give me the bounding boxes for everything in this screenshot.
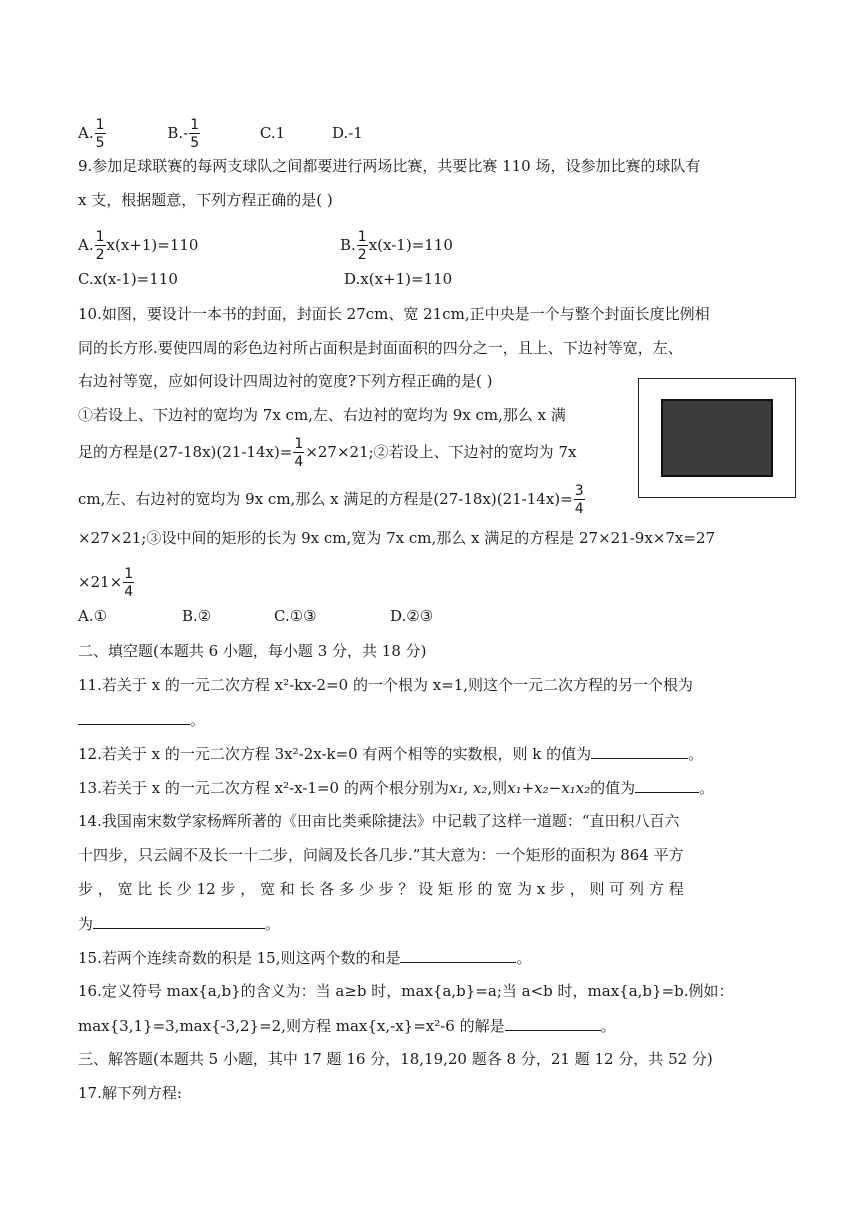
fraction: $\frac{1}{2}$ bbox=[357, 229, 367, 263]
section-2-title: 二、填空题(本题共 6 小题，每小题 3 分，共 18 分) bbox=[78, 642, 427, 660]
q14-line-1: 14.我国南宋数学家杨辉所著的《田亩比类乘除捷法》中记载了这样一道题：“直田积八百六 bbox=[78, 812, 680, 830]
q8-option-c: C.1 bbox=[259, 124, 286, 142]
q9-option-b: B. $\frac{1}{2}$ x(x-1)=110 bbox=[340, 229, 453, 263]
fraction: $\frac{1}{4}$ bbox=[294, 436, 304, 470]
q9-option-d: D.x(x+1)=110 bbox=[344, 270, 453, 288]
q9-options-cd bbox=[78, 268, 453, 290]
q11-line-2: 。 bbox=[78, 708, 205, 731]
q10-line-6: cm,左、右边衬的宽均为 9x cm,那么 x 满足的方程是(27-18x)(21-14x)= $\frac{3}{4}$ bbox=[78, 483, 584, 517]
q16-line-1: 16.定义符号 max{a,b}的含义为：当 a≥b 时，max{a,b}=a;当 a<b 时，max{a,b}=b.例如： bbox=[78, 982, 734, 1000]
q10-line-3: 右边衬等宽，应如何设计四周边衬的宽度?下列方程正确的是( ) bbox=[78, 372, 493, 390]
q12-line: 12.若关于 x 的一元二次方程 3x²-2x-k=0 有两个相等的实数根，则 k 的值为 。 bbox=[78, 742, 703, 765]
fraction: $\frac{1}{5}$ bbox=[95, 117, 105, 151]
answer-blank[interactable] bbox=[93, 912, 265, 929]
q10-option-d: D.②③ bbox=[390, 607, 434, 625]
q10-line-5: 足的方程是(27-18x)(21-14x)= $\frac{1}{4}$ ×27×21;②若设上、下边衬的宽均为 7x bbox=[78, 436, 577, 470]
q10-options bbox=[78, 605, 434, 627]
q11-line-1: 11.若关于 x 的一元二次方程 x²-kx-2=0 的一个根为 x=1,则这个一元二次方程的另一个根为 bbox=[78, 676, 694, 694]
answer-blank[interactable] bbox=[505, 1014, 601, 1031]
answer-blank[interactable] bbox=[635, 776, 699, 793]
q14-line-3: 步 ， 宽 比 长 少 12 步 ， 宽 和 长 各 多 少 步 ？ 设 矩 形 的 宽 为 x 步 ， 则 可 列 方 程 bbox=[78, 880, 684, 898]
fraction: $\frac{1}{4}$ bbox=[124, 566, 134, 600]
q8-option-d: D.-1 bbox=[331, 124, 363, 142]
q10-line-8: ×21× $\frac{1}{4}$ bbox=[78, 566, 134, 600]
q9-options-ab bbox=[78, 229, 453, 263]
section-3-title: 三、解答题(本题共 5 小题，其中 17 题 16 分，18,19,20 题各 8 分，21 题 12 分，共 52 分) bbox=[78, 1050, 713, 1068]
q16-line-2: max{3,1}=3,max{-3,2}=2,则方程 max{x,-x}=x²-6 的解是 。 bbox=[78, 1014, 616, 1037]
q10-line-2: 同的长方形.要使四周的彩色边衬所占面积是封面面积的四分之一，且上、下边衬等宽，左、 bbox=[78, 339, 683, 357]
q13-line: 13.若关于 x 的一元二次方程 x²-x-1=0 的两个根分别为x₁, x₂,则x₁+x₂−x₁x₂的值为 。 bbox=[78, 776, 714, 799]
q10-option-c: C.①③ bbox=[274, 607, 317, 625]
q8-options bbox=[78, 118, 363, 150]
fraction: $\frac{3}{4}$ bbox=[574, 483, 584, 517]
q14-line-4: 为 。 bbox=[78, 912, 280, 935]
q10-option-b: B.② bbox=[182, 607, 212, 625]
q9-line-2: x 支，根据题意，下列方程正确的是( ) bbox=[78, 191, 333, 209]
q10-line-1: 10.如图，要设计一本书的封面，封面长 27cm、宽 21cm,正中央是一个与整个封面长度比例相 bbox=[78, 305, 710, 323]
q9-line-1: 9.参加足球联赛的每两支球队之间都要进行两场比赛，共要比赛 110 场，设参加比赛的球队有 bbox=[78, 157, 701, 175]
q9-option-c: C.x(x-1)=110 bbox=[78, 270, 178, 288]
q8-option-b: B.- $\frac{1}{5}$ bbox=[167, 117, 200, 151]
q9-option-a: A. $\frac{1}{2}$ x(x+1)=110 bbox=[78, 229, 199, 263]
fraction: $\frac{1}{5}$ bbox=[190, 117, 200, 151]
answer-blank[interactable] bbox=[591, 742, 688, 759]
q15-line: 15.若两个连续奇数的积是 15,则这两个数的和是 。 bbox=[78, 946, 532, 969]
q10-line-7: ×27×21;③设中间的矩形的长为 9x cm,宽为 7x cm,那么 x 满足的方程是 27×21-9x×7x=27 bbox=[78, 529, 716, 547]
q10-option-a: A.① bbox=[78, 607, 108, 625]
answer-blank[interactable] bbox=[78, 708, 190, 725]
center-rectangle bbox=[661, 399, 773, 477]
q17-title: 17.解下列方程: bbox=[78, 1084, 182, 1102]
book-cover-figure bbox=[638, 378, 796, 498]
fraction: $\frac{1}{2}$ bbox=[95, 229, 105, 263]
q14-line-2: 十四步，只云阔不及长一十二步，问阔及长各几步.”其大意为：一个矩形的面积为 864 平方 bbox=[78, 846, 684, 864]
q10-line-4: ①若设上、下边衬的宽均为 7x cm,左、右边衬的宽均为 9x cm,那么 x 满 bbox=[78, 406, 566, 424]
q8-option-a: A. $\frac{1}{5}$ bbox=[78, 117, 105, 151]
answer-blank[interactable] bbox=[400, 946, 516, 963]
